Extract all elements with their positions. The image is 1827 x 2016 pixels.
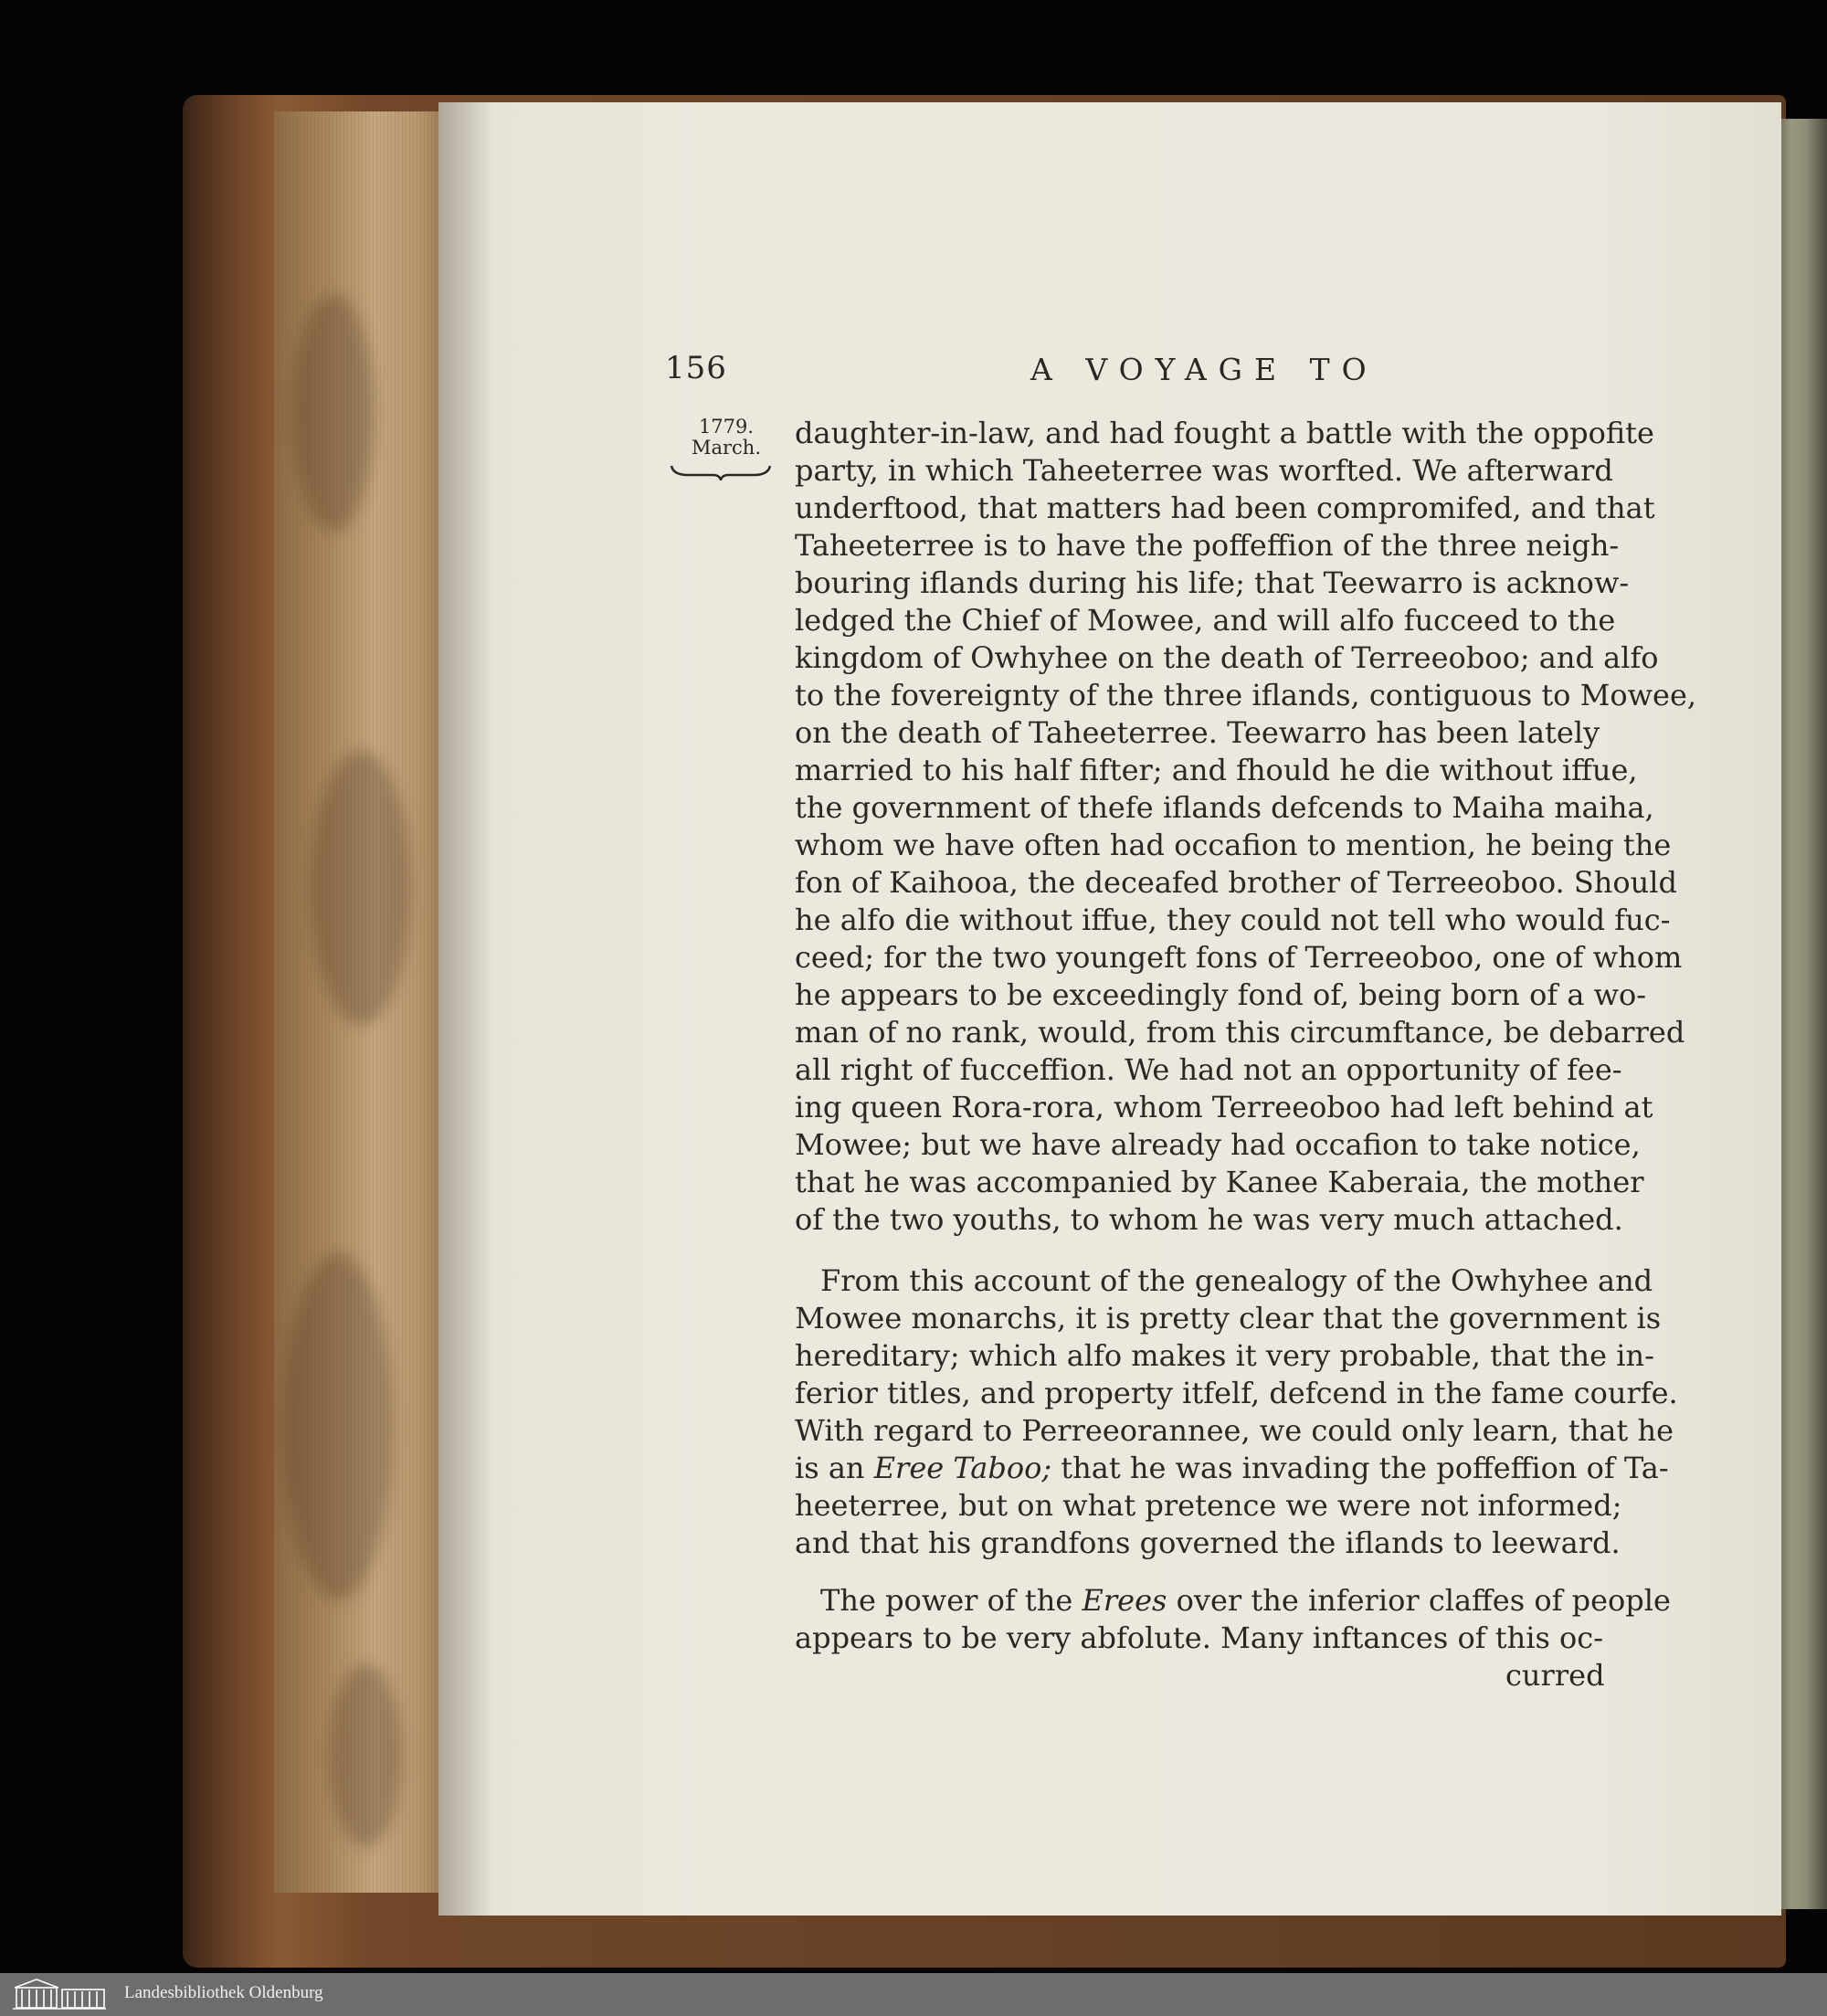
body-line: that he was accompanied by Kanee Kaberaia, the mother	[795, 1165, 1644, 1199]
next-page-edge	[1777, 119, 1827, 1909]
body-line: ceed; for the two youngeft fons of Terreeoboo, one of whom	[795, 940, 1683, 975]
body-line: whom we have often had occafion to mention, he being the	[795, 828, 1672, 862]
body-text: that he was invading the poffeffion of Ta-	[1051, 1451, 1669, 1485]
body-line: fon of Kaihooa, the deceafed brother of Terreeoboo. Should	[795, 865, 1677, 900]
italic-term: Erees	[1082, 1583, 1167, 1618]
margin-year: 1779.	[698, 416, 755, 438]
library-name: Landesbibliothek Oldenburg	[124, 1983, 323, 2002]
body-line: party, in which Taheeterree was worfted. We afterward	[795, 453, 1613, 488]
catchword: curred	[1505, 1658, 1605, 1693]
body-line: and that his grandfons governed the iflands to leeward.	[795, 1525, 1621, 1560]
body-line: bouring iflands during his life; that Teewarro is acknow-	[795, 565, 1630, 600]
body-line: to the fovereignty of the three iflands, contiguous to Mowee,	[795, 678, 1697, 712]
body-line: married to his half fifter; and fhould he die without iffue,	[795, 753, 1638, 787]
margin-month: March.	[691, 437, 762, 459]
body-line: ing queen Rora-rora, whom Terreeoboo had left behind at	[795, 1090, 1653, 1124]
body-line: Mowee monarchs, it is pretty clear that the government is	[795, 1301, 1662, 1335]
body-line	[820, 1583, 1671, 1618]
body-line: all right of fucceffion. We had not an opportunity of fee-	[795, 1052, 1622, 1087]
body-line: kingdom of Owhyhee on the death of Terreeoboo; and alfo	[795, 640, 1659, 675]
page-number: 156	[665, 350, 727, 386]
body-line: ledged the Chief of Mowee, and will alfo fucceed to the	[795, 603, 1616, 638]
gutter-shadow	[438, 102, 493, 1916]
body-text: over the inferior claffes of people	[1167, 1583, 1671, 1618]
margin-date-note	[676, 417, 776, 459]
body-line: underftood, that matters had been compromifed, and that	[795, 491, 1655, 525]
body-line: the government of thefe iflands defcends to Maiha maiha,	[795, 790, 1654, 825]
body-line: on the death of Taheeterree. Teewarro has been lately	[795, 715, 1600, 750]
body-line: of the two youths, to whom he was very much attached.	[795, 1202, 1623, 1237]
margin-brace-icon	[670, 464, 772, 480]
running-head: A VOYAGE TO	[1030, 352, 1378, 387]
body-text: The power of the	[820, 1583, 1082, 1618]
library-building-logo-icon	[9, 1977, 110, 2011]
body-line: With regard to Perreeorannee, we could only learn, that he	[795, 1413, 1674, 1448]
body-line: Mowee; but we have already had occafion to take notice,	[795, 1127, 1641, 1162]
body-text: is an	[795, 1451, 874, 1485]
body-line: daughter-in-law, and had fought a battle with the oppofite	[795, 416, 1654, 450]
body-line: he alfo die without iffue, they could not tell who would fuc-	[795, 902, 1671, 937]
body-line: ferior titles, and property itfelf, defcend in the fame courfe.	[795, 1376, 1678, 1410]
body-line: hereditary; which alfo makes it very probable, that the in-	[795, 1338, 1654, 1373]
body-line: appears to be very abfolute. Many inftances of this oc-	[795, 1620, 1604, 1655]
body-line: Taheeterree is to have the poffeffion of the three neigh-	[795, 528, 1620, 563]
body-line: he appears to be exceedingly fond of, being born of a wo-	[795, 977, 1647, 1012]
body-line	[795, 1451, 1669, 1485]
body-line: From this account of the genealogy of the Owhyhee and	[820, 1263, 1653, 1298]
italic-term: Eree Taboo;	[873, 1451, 1052, 1485]
body-line: heeterree, but on what pretence we were not informed;	[795, 1488, 1622, 1523]
body-line: man of no rank, would, from this circumftance, be debarred	[795, 1015, 1685, 1050]
page-block-edge	[274, 111, 443, 1893]
library-footer-bar	[0, 1973, 1827, 2016]
